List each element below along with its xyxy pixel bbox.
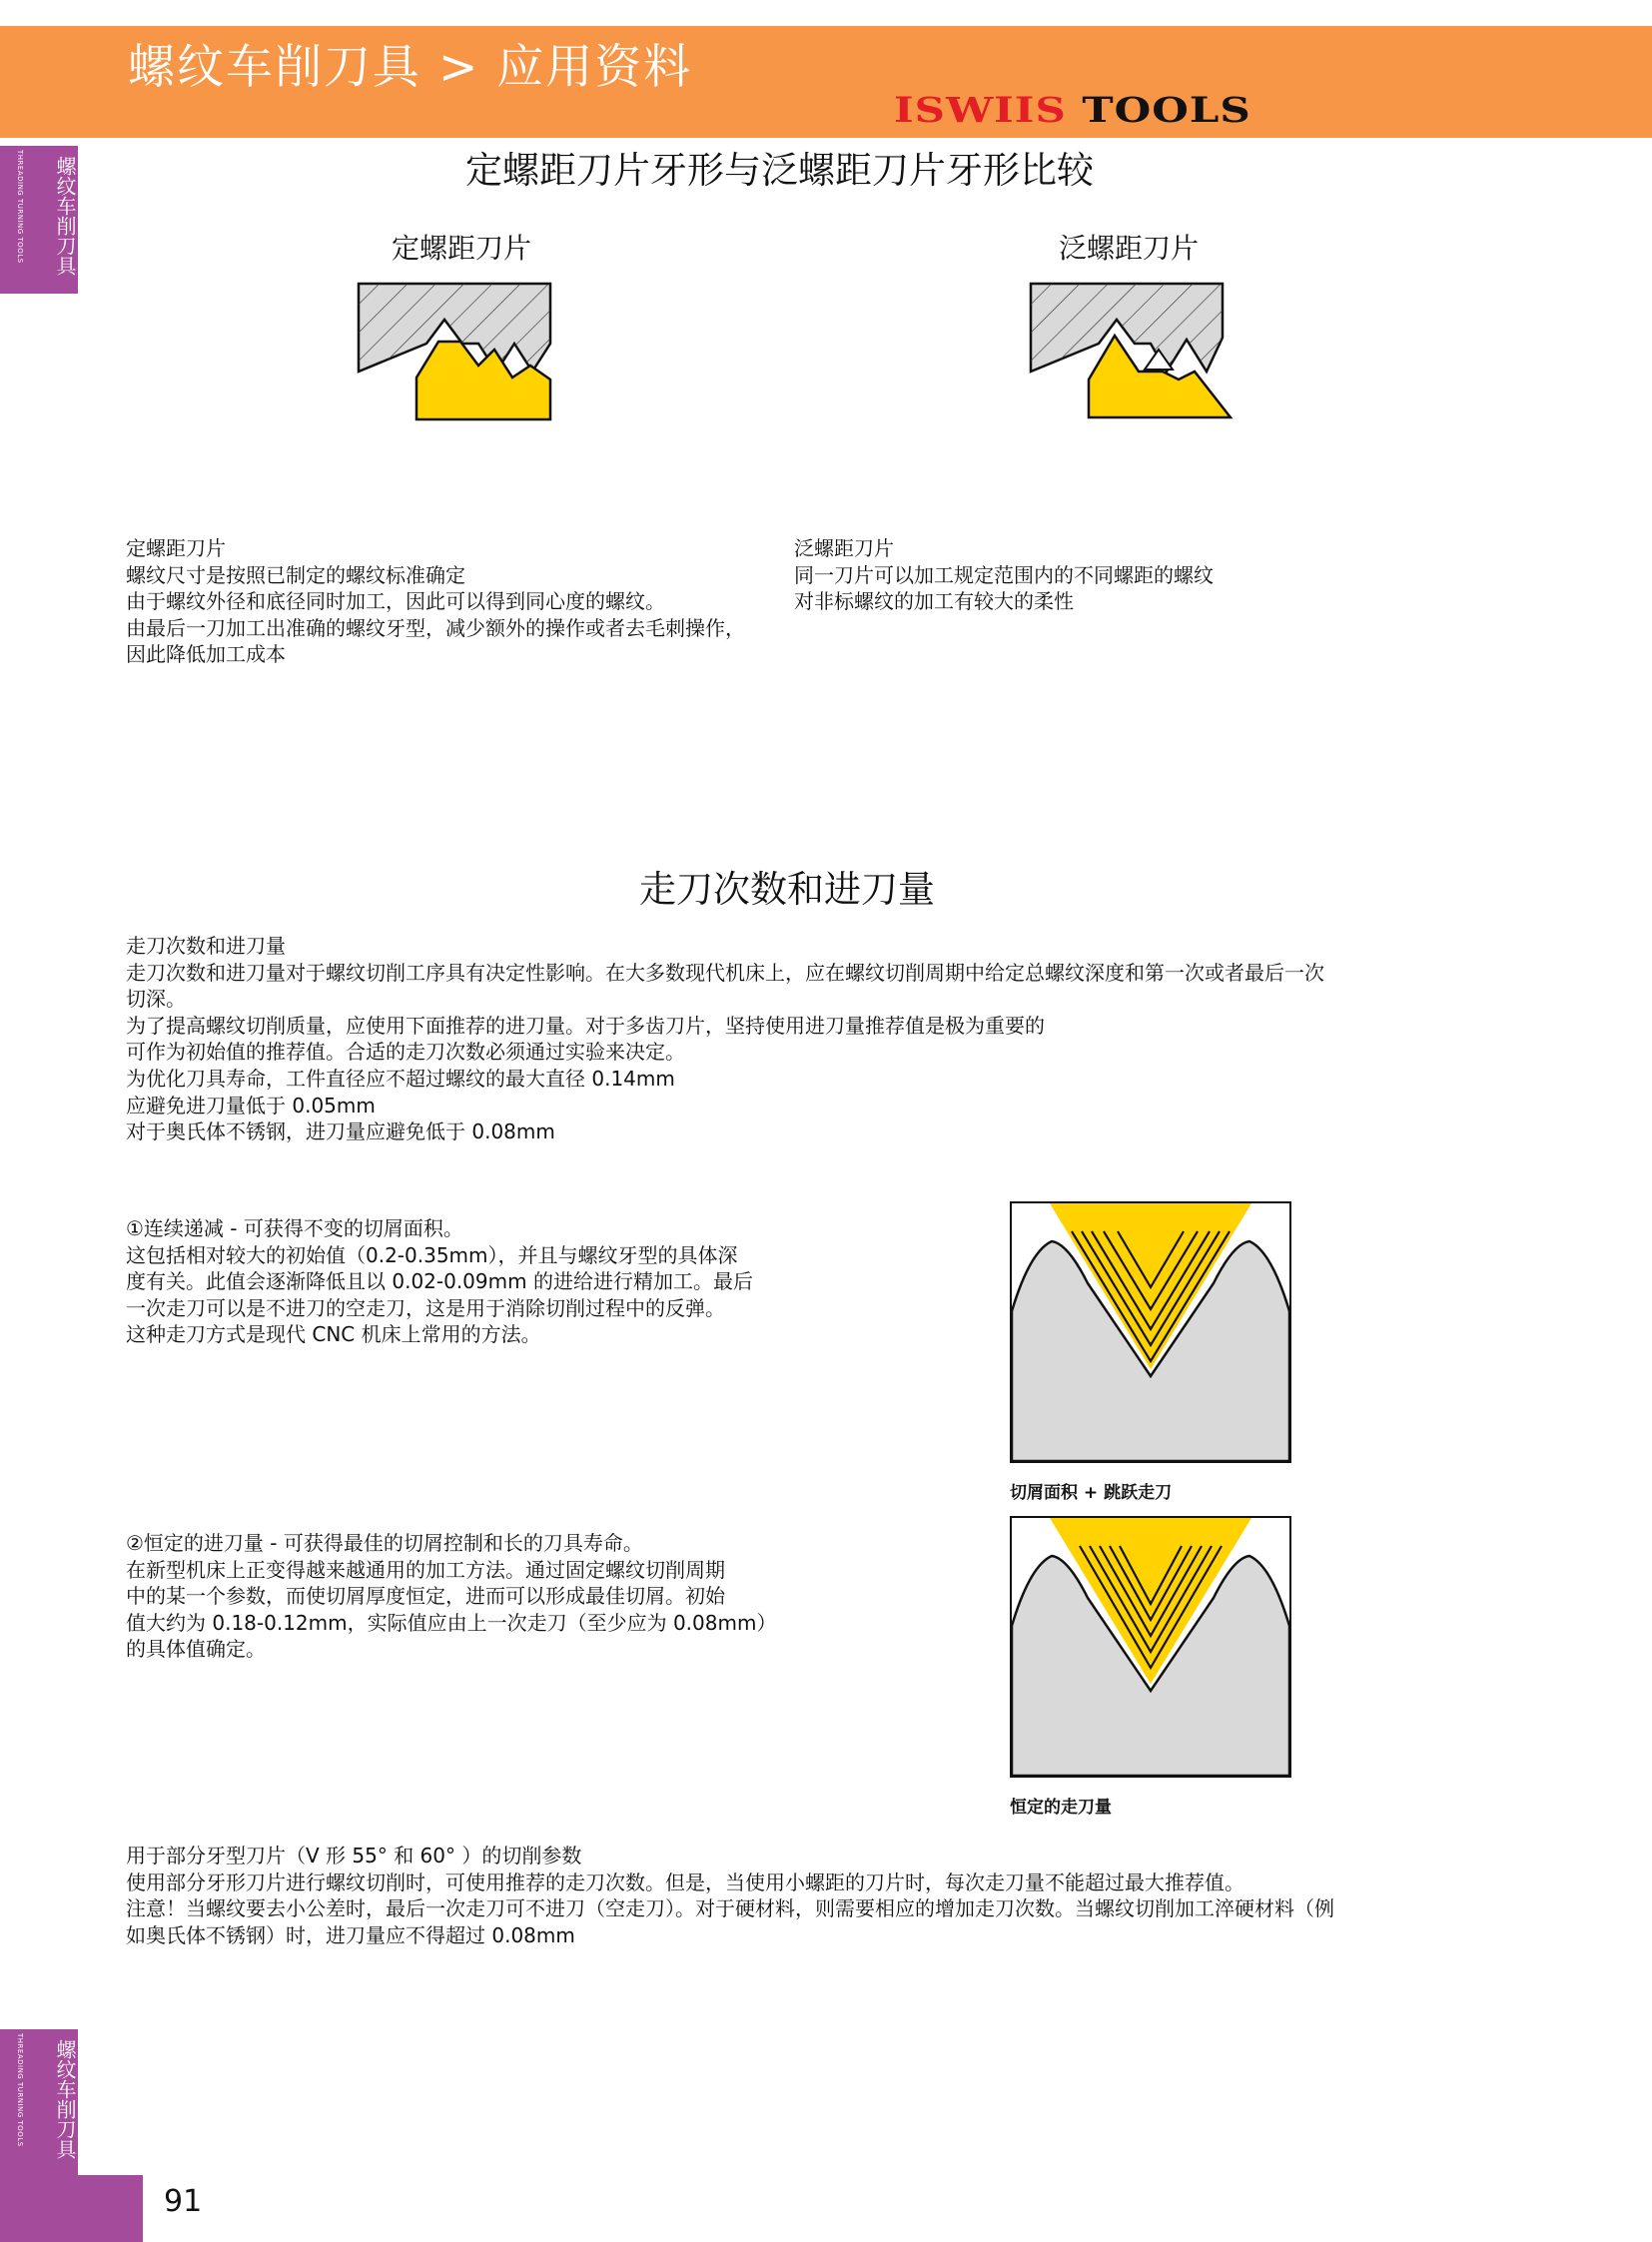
- text-line: 对非标螺纹的加工有较大的柔性: [794, 589, 1074, 614]
- brand-logo-red: ISWIIS: [894, 90, 1067, 131]
- text-line: 注意！当螺纹要去小公差时，最后一次走刀可不进刀（空走刀）。对于硬材料，则需要相应的增加走刀次数。当螺纹切削加工淬硬材料（例: [126, 1896, 1334, 1921]
- text-line: 为了提高螺纹切削质量，应使用下面推荐的进刀量。对于多齿刀片，坚持使用进刀量推荐值是极为重要的: [126, 1013, 1045, 1038]
- text-line: ①连续递减 - 可获得不变的切屑面积。: [126, 1216, 463, 1240]
- text-line: 走刀次数和进刀量对于螺纹切削工序具有决定性影响。在大多数现代机床上，应在螺纹切削周期中给定总螺纹深度和第一次或者最后一次: [126, 960, 1324, 985]
- text-line: 同一刀片可以加工规定范围内的不同螺距的螺纹: [794, 562, 1214, 587]
- text-line: ②恒定的进刀量 - 可获得最佳的切屑控制和长的刀具寿命。: [126, 1531, 643, 1555]
- text-line: 由最后一刀加工出准确的螺纹牙型，减少额外的操作或者去毛刺操作，: [126, 615, 745, 640]
- passes-intro: [126, 933, 1324, 1145]
- page-number-bar: [0, 2175, 143, 2242]
- fixed-pitch-description: [126, 535, 745, 668]
- caption-chip-area: 切屑面积 + 跳跃走刀: [1010, 1483, 1173, 1503]
- section2-title: 走刀次数和进刀量: [639, 868, 935, 911]
- side-tab-label: 螺纹车削刀具: [53, 156, 77, 276]
- text-line: 的具体值确定。: [126, 1637, 266, 1662]
- partial-profile-description: [126, 1843, 1334, 1948]
- caption-constant-infeed: 恒定的走刀量: [1010, 1798, 1112, 1818]
- text-line: 由于螺纹外径和底径同时加工，因此可以得到同心度的螺纹。: [126, 589, 665, 614]
- side-tab-sub-label: THREADING TURNING TOOLS: [16, 150, 24, 264]
- text-line: 中的某一个参数，而使切屑厚度恒定，进而可以形成最佳切屑。初始: [126, 1584, 725, 1609]
- text-line: 螺纹尺寸是按照已制定的螺纹标准确定: [126, 562, 465, 587]
- brand-logo: [894, 90, 1251, 130]
- text-line: 对于奥氏体不锈钢，进刀量应避免低于 0.08mm: [126, 1120, 555, 1144]
- side-tab-top: [0, 146, 78, 294]
- constant-infeed-diagram: [1010, 1516, 1291, 1778]
- decreasing-infeed-diagram: [1010, 1201, 1291, 1463]
- text-line: 在新型机床上正变得越来越通用的加工方法。通过固定螺纹切削周期: [126, 1557, 725, 1582]
- side-tab-sub-label: THREADING TURNING TOOLS: [16, 2033, 24, 2147]
- page-number: 91: [164, 2184, 203, 2219]
- text-line: 一次走刀可以是不进刀的空走刀，这是用于消除切削过程中的反弹。: [126, 1295, 725, 1320]
- text-line: 使用部分牙形刀片进行螺纹切削时，可使用推荐的走刀次数。但是，当使用小螺距的刀片时，每次走刀量不能超过最大推荐值。: [126, 1869, 1244, 1894]
- side-tab-bottom: [0, 2029, 78, 2177]
- fixed-pitch-insert-diagram: [355, 280, 564, 424]
- text-line: 应避免进刀量低于 0.05mm: [126, 1093, 376, 1118]
- text-line: 度有关。此值会逐渐降低且以 0.02-0.09mm 的进给进行精加工。最后: [126, 1269, 753, 1294]
- text-line: 用于部分牙型刀片（V 形 55° 和 60° ）的切削参数: [126, 1844, 582, 1868]
- multi-pitch-description: [794, 535, 1214, 615]
- text-line: 泛螺距刀片: [794, 536, 894, 560]
- section1-title: 定螺距刀片牙形与泛螺距刀片牙形比较: [465, 149, 1094, 192]
- method1-description: [126, 1215, 753, 1348]
- text-line: 这包括相对较大的初始值（0.2-0.35mm），并且与螺纹牙型的具体深: [126, 1242, 738, 1267]
- method2-description: [126, 1530, 776, 1663]
- text-line: 定螺距刀片: [126, 536, 226, 560]
- multi-pitch-label: 泛螺距刀片: [1059, 232, 1200, 265]
- text-line: 可作为初始值的推荐值。合适的走刀次数必须通过实验来决定。: [126, 1040, 685, 1065]
- text-line: 值大约为 0.18-0.12mm，实际值应由上一次走刀（至少应为 0.08mm）: [126, 1610, 777, 1635]
- text-line: 为优化刀具寿命，工件直径应不超过螺纹的最大直径 0.14mm: [126, 1066, 675, 1091]
- text-line: 如奥氏体不锈钢）时，进刀量应不得超过 0.08mm: [126, 1922, 575, 1947]
- header-title: 螺纹车削刀具 > 应用资料: [128, 40, 693, 95]
- side-tab-label: 螺纹车削刀具: [53, 2039, 77, 2159]
- text-line: 切深。: [126, 987, 186, 1012]
- text-line: 走刀次数和进刀量: [126, 934, 286, 958]
- text-line: 因此降低加工成本: [126, 642, 286, 667]
- text-line: 这种走刀方式是现代 CNC 机床上常用的方法。: [126, 1322, 541, 1347]
- brand-logo-dark: TOOLS: [1082, 90, 1251, 131]
- multi-pitch-insert-diagram: [1027, 280, 1237, 424]
- fixed-pitch-label: 定螺距刀片: [392, 232, 532, 265]
